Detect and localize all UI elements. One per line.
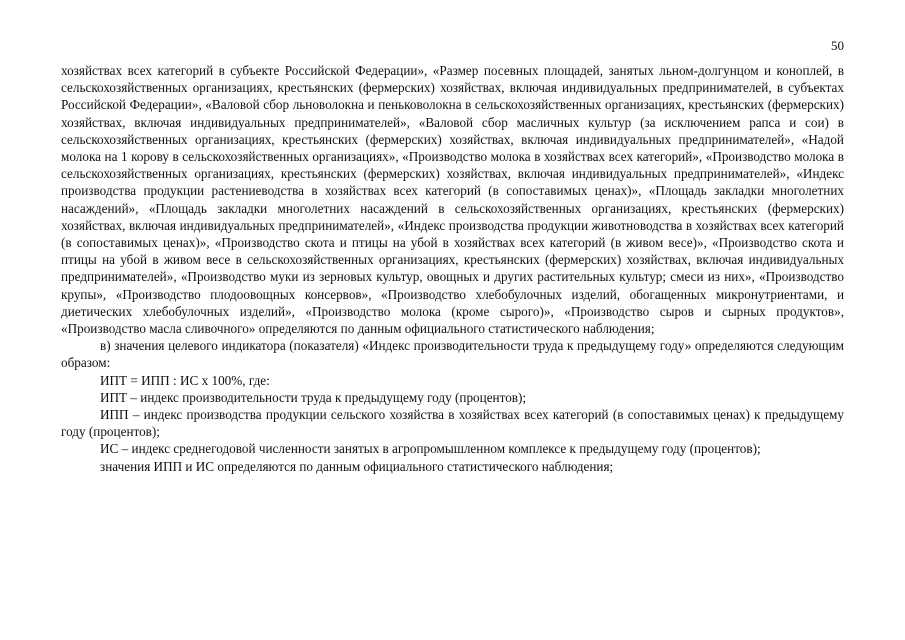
paragraph-formula: ИПТ = ИПП : ИС x 100%, где: — [100, 372, 270, 388]
page-number: 50 — [831, 38, 844, 53]
paragraph-definition-is: ИС – индекс среднегодовой численности занятых в агропромышленном комплексе к предыдущему году (процентов); — [100, 441, 761, 457]
paragraph-continuation: хозяйствах всех категорий в субъекте Российской Федерации», «Размер посевных площадей, занятых льном-долгунцом и коноплей, в сельскохозяйственных организациях, крестьянских (фермерских) хозяйствах, включая индивидуальных предпринимателей, в субъектах Российской Федерации», «Валовой сбор льноволокна и пеньковолокна в сельскохозяйственных организациях, крестьянских (фермерских) хозяйствах, включая индивидуальных предпринимателей», «Валовой сбор масличных культур (за исключением рапса и сои) в сельскохозяйственных организациях, крестьянских (фермерских) хозяйствах, включая индивидуальных предпринимателей», «Надой молока на 1 корову в сельскохозяйственных организациях», «Производство молока в хозяйствах всех категорий», «Производство молока в сельскохозяйственных организациях, крестьянских (фермерских) хозяйствах, включая индивидуальных предпринимателей», «Индекс производства продукции растениеводства в хозяйствах всех категорий (в сопоставимых ценах)», «Площадь закладки многолетних насаждений», «Площадь закладки многолетних насаждений в сельскохозяйственных организациях, крестьянских (фермерских) хозяйствах, включая индивидуальных предпринимателей», «Индекс производства продукции животноводства в хозяйствах всех категорий (в сопоставимых ценах)», «Производство скота и птицы на убой в хозяйствах всех категорий (в живом весе)», «Производство скота и птицы на убой в живом весе в сельскохозяйственных организациях, крестьянских (фермерских) хозяйствах, включая индивидуальных предпринимателей», «Производство муки из зерновых культур, овощных и других растительных культур; смеси из них», «Производство крупы», «Производство плодоовощных консервов», «Производство хлебобулочных изделий, обогащенных микронутриентами, и диетических хлебобулочных изделий», «Производство молока (кроме сырого)», «Производство сыров и сырных продуктов», «Производство масла сливочного» определяются по данным официального статистического наблюдения; — [61, 63, 844, 337]
paragraph-definition-ipp: ИПП – индекс производства продукции сельского хозяйства в хозяйствах всех категорий (в сопоставимых ценах) к предыдущему году (процентов); — [61, 407, 844, 440]
paragraph-data-source: значения ИПП и ИС определяются по данным официального статистического наблюдения; — [100, 458, 614, 474]
paragraph-item-v: в) значения целевого индикатора (показателя) «Индекс производительности труда к предыдущему году» определяются следующим образом: — [61, 338, 844, 371]
paragraph-definition-ipt: ИПТ – индекс производительности труда к предыдущему году (процентов); — [100, 389, 527, 405]
document-body — [61, 62, 844, 475]
